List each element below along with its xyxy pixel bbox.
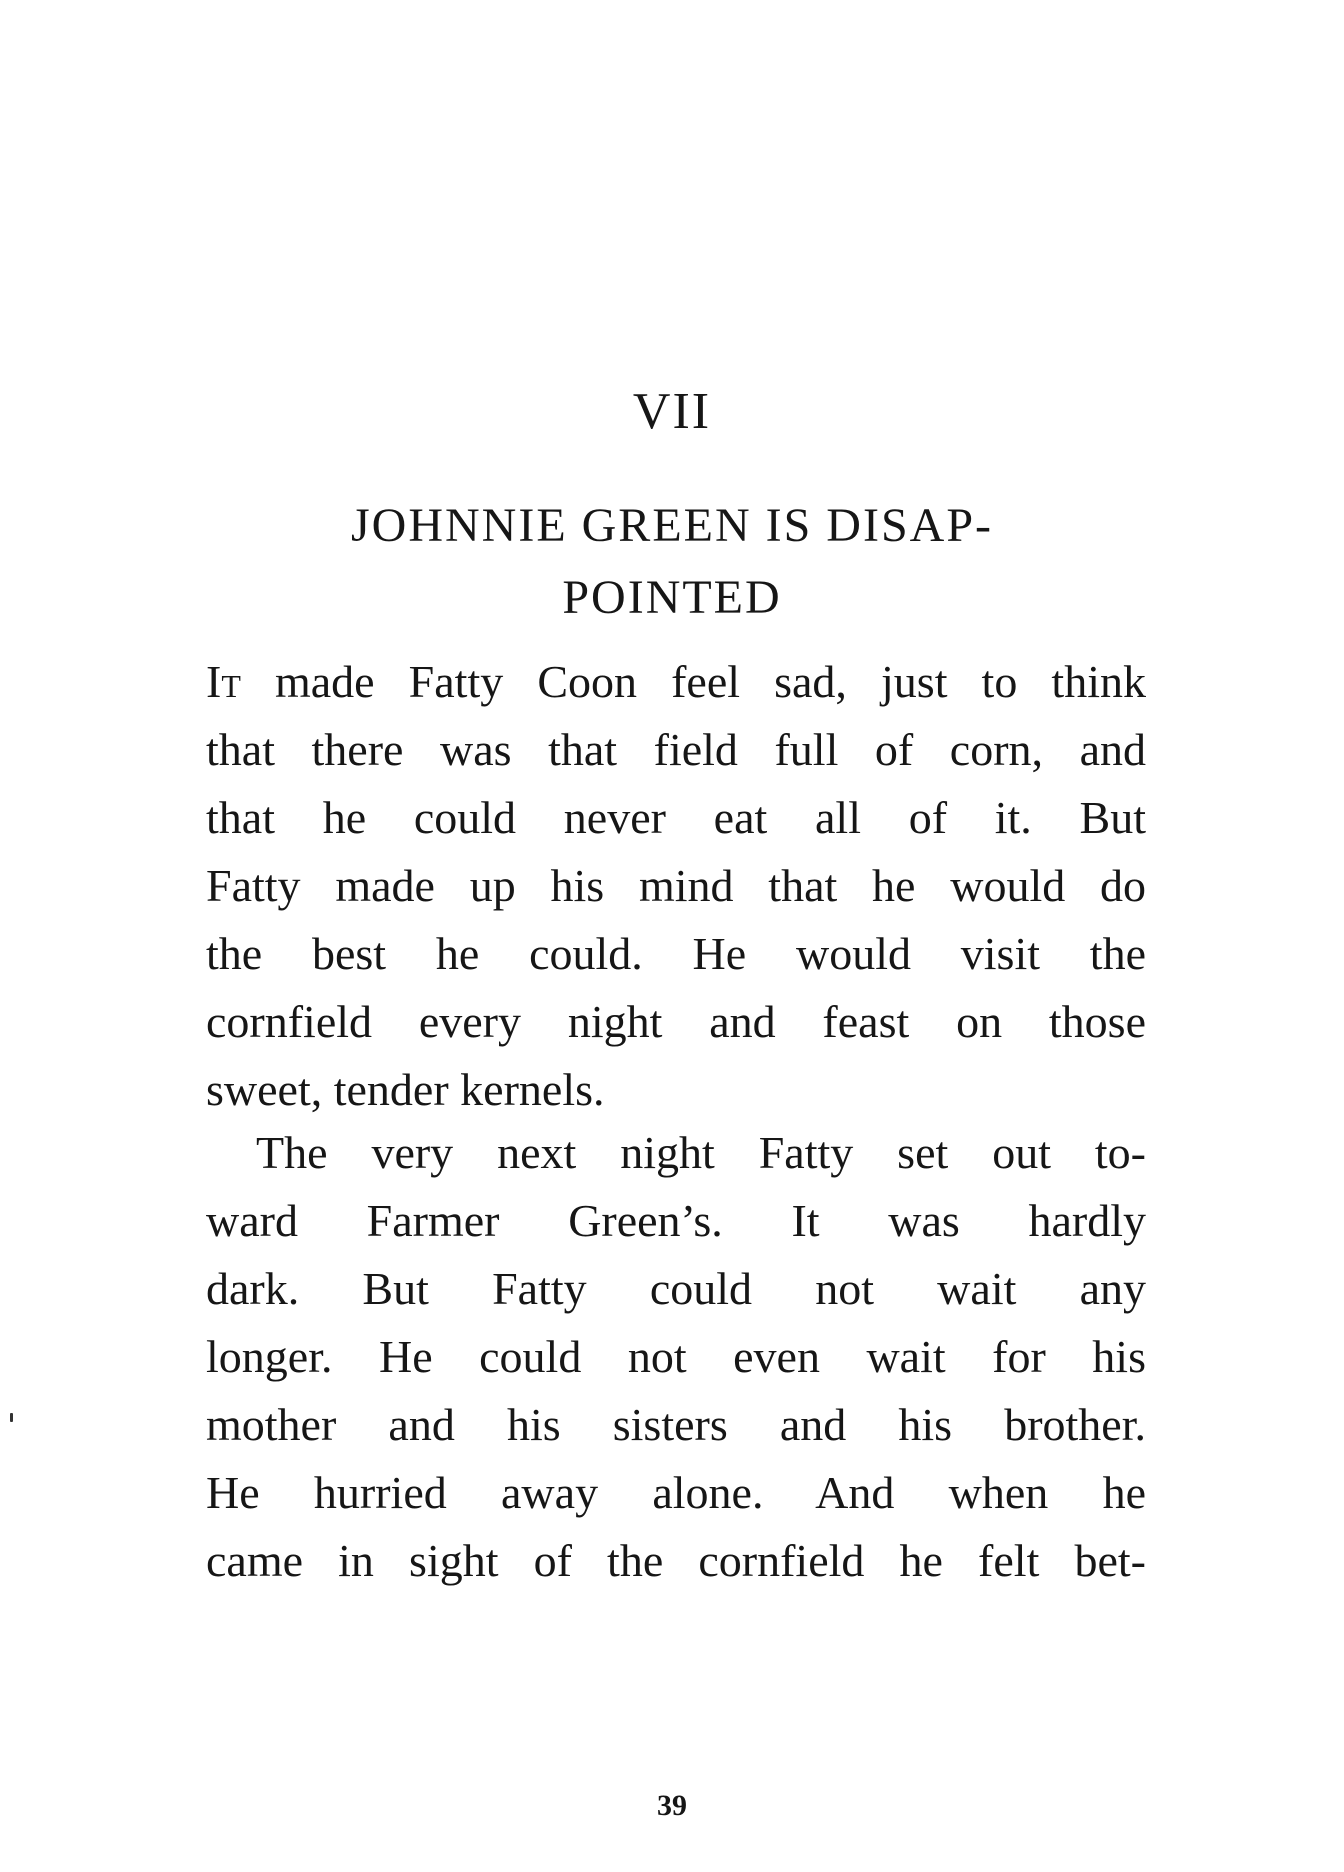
chapter-title-line: JOHNNIE GREEN IS DISAP- (351, 499, 993, 552)
paragraph-line: that there was that field full of corn, and (206, 724, 1146, 775)
paragraph-line: that he could never eat all of it. But (206, 792, 1146, 843)
chapter-number: VII (632, 383, 712, 440)
page-number: 39 (657, 1789, 687, 1822)
paragraph-line: The very next night Fatty set out to- (256, 1127, 1146, 1178)
chapter-title-line: POINTED (562, 571, 782, 624)
paragraph-line: cornfield every night and feast on those (206, 996, 1146, 1047)
paragraph-line: came in sight of the cornfield he felt bet- (206, 1535, 1146, 1586)
paragraph-line: Fatty made up his mind that he would do (206, 860, 1146, 911)
paragraph-line: sweet, tender kernels. (206, 1064, 605, 1115)
paragraph-2 (206, 1119, 1146, 1595)
paragraph-line: longer. He could not even wait for his (206, 1331, 1146, 1382)
paragraph-line: dark. But Fatty could not wait any (206, 1263, 1146, 1314)
paragraph-line: ward Farmer Green’s. It was hardly (206, 1195, 1146, 1246)
chapter-title (0, 490, 1344, 634)
scan-speck (10, 1413, 13, 1422)
paragraph-line: He hurried away alone. And when he (206, 1467, 1146, 1518)
paragraph-line: It made Fatty Coon feel sad, just to think (206, 656, 1146, 707)
paragraph-line: the best he could. He would visit the (206, 928, 1146, 979)
paragraph-1 (206, 648, 1146, 1124)
paragraph-line: mother and his sisters and his brother. (206, 1399, 1146, 1450)
drop-word: It (206, 656, 241, 707)
